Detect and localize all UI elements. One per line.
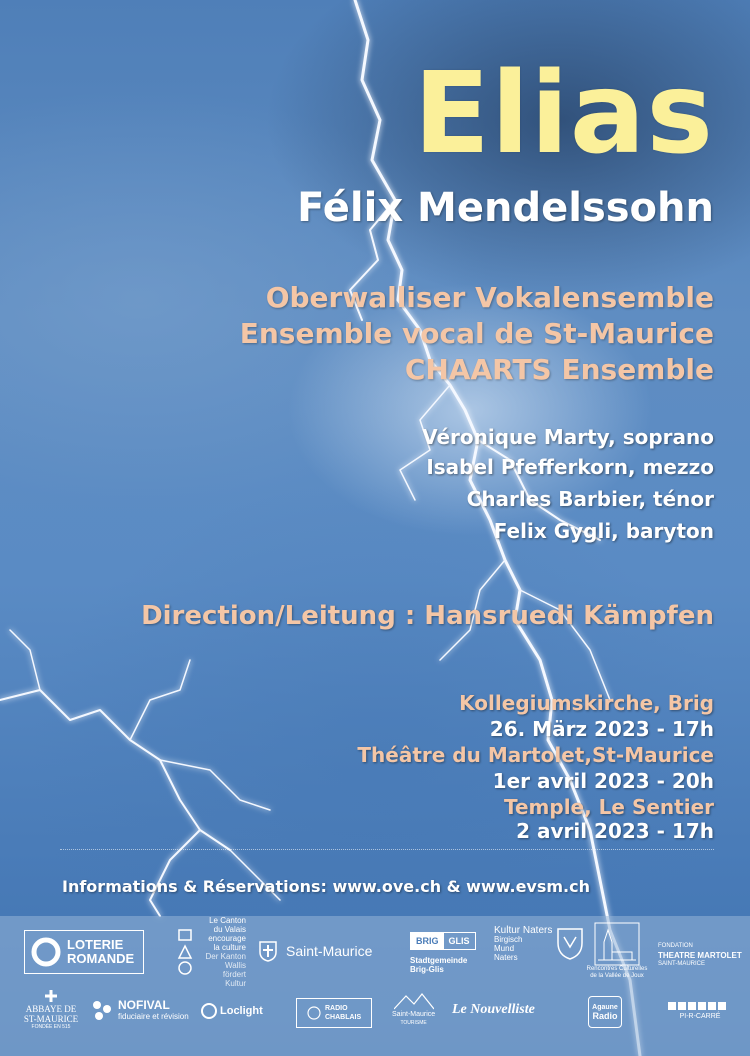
canton-shapes-icon [176, 928, 196, 976]
loterie-romande-logo [24, 930, 144, 974]
radio-chablais-icon [307, 1006, 321, 1020]
date-3: 2 avril 2023 - 17h [516, 819, 714, 843]
theatre-martolet-logo [658, 942, 742, 969]
brig-line2: Brig-Glis [410, 965, 444, 974]
mountains-icon [394, 992, 434, 1010]
canton-line4: la culture [213, 943, 246, 952]
nofival-line1: NOFIVAL [118, 998, 170, 1012]
kultur-naters-logo [494, 926, 584, 962]
canton-line7: fördert Kultur [222, 970, 246, 988]
conductor: Direction/Leitung : Hansruedi Kämpfen [141, 601, 714, 631]
loclight-circle-icon [200, 1002, 218, 1020]
saint-maurice-logo [258, 940, 372, 962]
venue-2: Théâtre du Martolet,St-Maurice [357, 743, 714, 767]
abbaye-st-maurice-logo [22, 990, 80, 1031]
rencontres-line1: Rencontres Culturelles [586, 966, 648, 972]
naters-shield-icon [556, 927, 584, 961]
nouvelliste-label: Le Nouvelliste [452, 1002, 535, 1017]
abbaye-line1: ABBAYE DE [25, 1004, 77, 1014]
tourisme-line1: Saint-Maurice [392, 1011, 436, 1018]
radio-chablais-logo [296, 998, 372, 1028]
sponsor-strip [0, 916, 750, 1056]
nofival-line2: fiduciaire et révision [118, 1012, 189, 1021]
church-icon [594, 922, 640, 966]
radio-chablais-line1: RADIO [325, 1005, 348, 1012]
divider [60, 849, 714, 850]
martolet-line1: FONDATION [658, 943, 693, 949]
loterie-circle-icon [31, 937, 61, 967]
saint-maurice-label: Saint-Maurice [286, 943, 373, 959]
date-1: 26. März 2023 - 17h [489, 717, 714, 741]
soloist-baritone: Felix Gygli, baryton [493, 519, 714, 543]
soloist-mezzo: Isabel Pfefferkorn, mezzo [426, 455, 714, 479]
rencontres-line2: de la Vallée de Joux [590, 973, 644, 979]
pi-r-carre-pattern-icon [668, 1000, 732, 1012]
canton-line5: Der Kanton [205, 952, 246, 961]
loterie-line1: LOTERIE [67, 937, 124, 952]
abbaye-cross-icon [45, 990, 57, 1002]
canton-line3: encourage [208, 934, 246, 943]
agaune-line2: Radio [592, 1011, 618, 1021]
ensemble-2: Ensemble vocal de St-Maurice [239, 317, 714, 350]
abbaye-line3: FONDÉE EN 515 [31, 1024, 71, 1030]
brig-line1: Stadtgemeinde [410, 956, 468, 965]
abbaye-line2: ST-MAURICE [23, 1014, 79, 1024]
nofival-dots-icon [92, 999, 114, 1021]
martolet-line3: SAINT-MAURICE [658, 961, 706, 967]
pi-r-carre-label: PI-R-CARRÉ [679, 1013, 721, 1020]
martolet-line2: THEATRE MARTOLET [658, 951, 742, 960]
canton-line1: Le Canton [209, 916, 246, 925]
canton-line6: Wallis [224, 961, 246, 970]
venue-3: Temple, Le Sentier [503, 795, 714, 819]
date-2: 1er avril 2023 - 20h [492, 769, 714, 793]
ensemble-1: Oberwalliser Vokalensemble [265, 281, 714, 314]
kultur-naters-line3: Mund [494, 944, 515, 953]
brig-label: BRIG [411, 933, 444, 949]
concert-title: Elias [413, 49, 714, 179]
brig-glis-logo [410, 932, 476, 974]
canton-valais-logo [176, 916, 246, 988]
loclight-label: Loclight [220, 1005, 263, 1017]
soloist-soprano: Véronique Marty, soprano [422, 425, 714, 449]
venue-1: Kollegiumskirche, Brig [459, 691, 714, 715]
glis-label: GLIS [448, 936, 470, 946]
composer-name: Félix Mendelssohn [297, 185, 714, 231]
reservation-info: Informations & Réservations: www.ove.ch & www.evsm.ch [62, 877, 591, 896]
canton-line2: du Valais [213, 925, 246, 934]
saint-maurice-shield-icon [258, 940, 278, 962]
loclight-logo [200, 1002, 263, 1020]
radio-chablais-line2: CHABLAIS [325, 1014, 362, 1021]
kultur-naters-line4: Naters [494, 953, 518, 962]
pi-r-carre-logo [668, 1000, 732, 1021]
loterie-line2: ROMANDE [67, 951, 135, 966]
saint-maurice-tourisme-logo [392, 992, 435, 1028]
tourisme-line2: TOURISME [400, 1020, 427, 1026]
rencontres-culturelles-logo [584, 922, 650, 980]
agaune-line1: Agaune [592, 1004, 618, 1011]
nofival-logo [92, 998, 189, 1021]
ensemble-3: CHAARTS Ensemble [404, 353, 714, 386]
le-nouvelliste-logo [452, 1002, 535, 1018]
agaune-radio-logo [588, 996, 622, 1028]
soloist-tenor: Charles Barbier, ténor [466, 487, 714, 511]
kultur-naters-line1: Kultur Naters [494, 925, 553, 936]
kultur-naters-line2: Birgisch [494, 935, 523, 944]
